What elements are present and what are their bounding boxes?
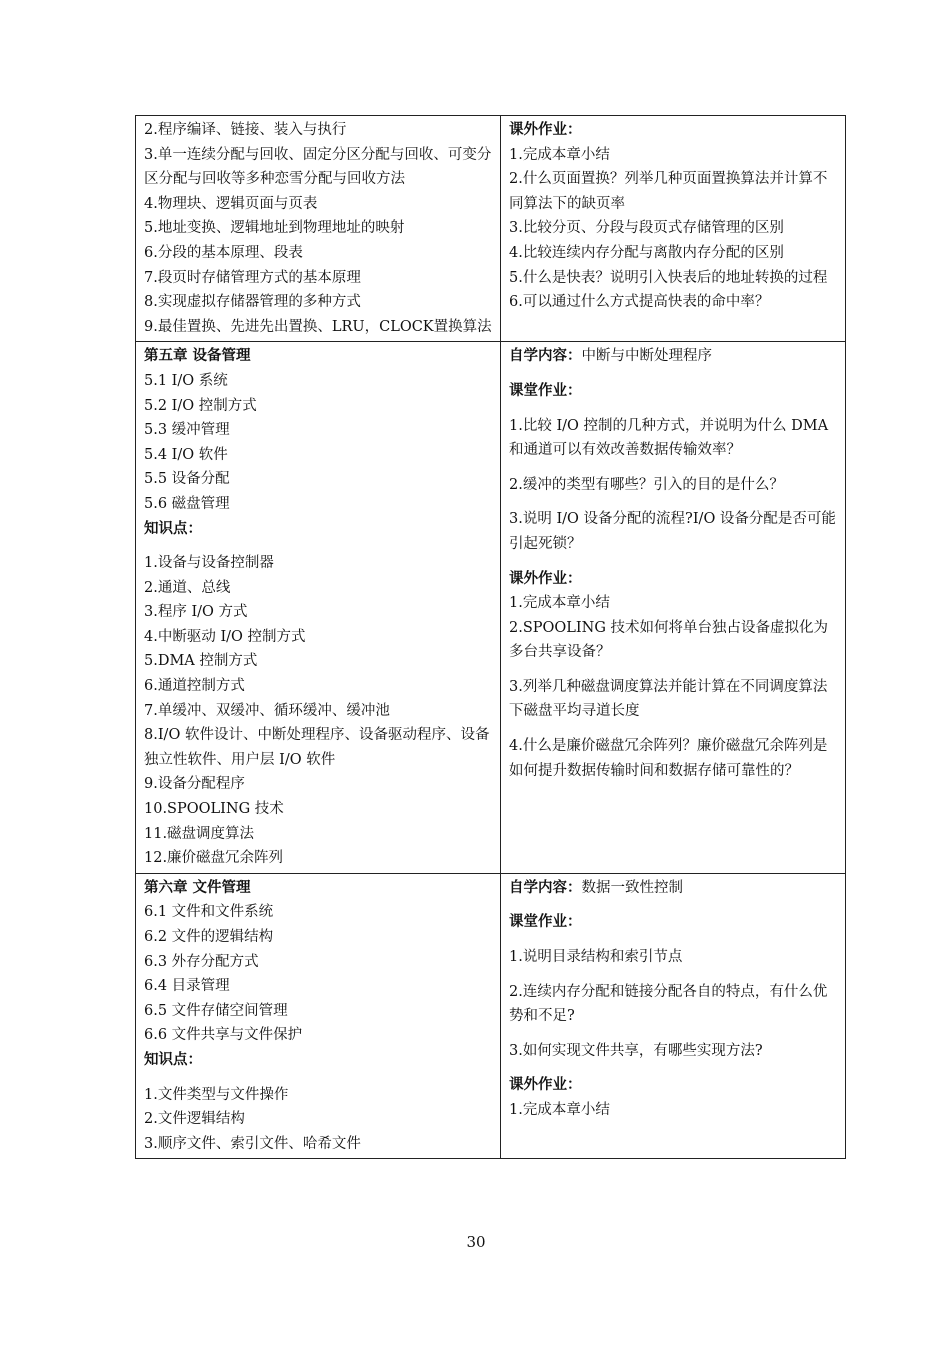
item-text: 课外作业： [509, 569, 582, 587]
section-heading [509, 910, 837, 935]
list-item [144, 467, 492, 492]
item-text: 3.列举几种磁盘调度算法并能计算在不同调度算法下磁盘平均寻道长度 [509, 678, 828, 720]
section-heading [144, 517, 492, 542]
list-item [509, 216, 837, 241]
spacer [144, 541, 492, 551]
list-item [509, 241, 837, 266]
list-item [144, 625, 492, 650]
list-item [144, 950, 492, 975]
item-text: 6.4 目录管理 [144, 978, 230, 995]
item-text: 9.设备分配程序 [144, 776, 245, 793]
list-item [144, 143, 492, 192]
item-tail-text: 数据一致性控制 [581, 879, 683, 896]
list-item [144, 290, 492, 315]
item-tail-text: 中断与中断处理程序 [581, 348, 712, 365]
item-text: 2.程序编译、链接、装入与执行 [144, 122, 347, 138]
list-item [144, 772, 492, 797]
syllabus-table [135, 115, 846, 1159]
item-text: 5.5 设备分配 [144, 471, 230, 488]
item-text: 2.连续内存分配和链接分配各自的特点，有什么优势和不足? [509, 983, 828, 1025]
list-item [509, 266, 837, 291]
list-item [144, 822, 492, 847]
list-item [144, 266, 492, 291]
list-item [509, 507, 837, 556]
item-text: 5.地址变换、逻辑地址到物理地址的映射 [144, 220, 405, 237]
item-text: 自学内容： [509, 347, 582, 365]
topics-cell [136, 873, 501, 1159]
item-text: 1.完成本章小结 [509, 1101, 610, 1118]
list-item [509, 143, 837, 168]
item-text: 1.完成本章小结 [509, 595, 610, 612]
item-text: 6.分段的基本原理、段表 [144, 244, 303, 261]
list-item [509, 616, 837, 665]
item-text: 9.最佳置换、先进先出置换、LRU，CLOCK置换算法 [144, 318, 492, 335]
item-text: 5.6 磁盘管理 [144, 495, 230, 512]
item-text: 4.比较连续内存分配与离散内存分配的区别 [509, 244, 784, 261]
spacer [509, 665, 837, 675]
spacer [509, 463, 837, 473]
item-text: 课堂作业： [509, 913, 582, 931]
list-item [144, 974, 492, 999]
item-text: 2.通道、总线 [144, 579, 231, 596]
list-item [144, 1132, 492, 1157]
list-item [509, 734, 837, 783]
item-text: 2.SPOOLING 技术如何将单台独占设备虚拟化为多台共享设备？ [509, 619, 829, 661]
section-heading [509, 118, 837, 143]
section-heading [509, 567, 837, 592]
item-text: 4.中断驱动 I/O 控制方式 [144, 628, 306, 645]
spacer [509, 1029, 837, 1039]
item-text: 3.顺序文件、索引文件、哈希文件 [144, 1135, 361, 1152]
item-text: 12.廉价磁盘冗余阵列 [144, 850, 284, 867]
list-item [509, 473, 837, 498]
item-text: 3.程序 I/O 方式 [144, 604, 248, 621]
list-item [509, 980, 837, 1029]
item-text: 7.段页时存储管理方式的基本原理 [144, 269, 361, 286]
list-item [144, 999, 492, 1024]
list-item [509, 1098, 837, 1123]
list-item [509, 675, 837, 724]
item-text: 3.说明 I/O 设备分配的流程?I/O 设备分配是否可能引起死锁？ [509, 511, 836, 552]
spacer [509, 1063, 837, 1073]
list-item [144, 369, 492, 394]
item-text: 第五章 设备管理 [144, 347, 251, 365]
item-text: 11.磁盘调度算法 [144, 825, 255, 842]
item-text: 2.缓冲的类型有哪些？引入的目的是什么？ [509, 476, 784, 493]
item-text: 6.通道控制方式 [144, 678, 245, 695]
assignments-cell [501, 873, 846, 1159]
item-text: 1.说明目录结构和索引节点 [509, 949, 683, 965]
item-text: 6.3 外存分配方式 [144, 953, 259, 970]
item-text: 课堂作业： [509, 381, 582, 399]
item-text: 5.3 缓冲管理 [144, 422, 230, 439]
item-text: 1.完成本章小结 [509, 146, 610, 163]
list-item [509, 945, 837, 970]
list-item [144, 846, 492, 871]
list-item [509, 1039, 837, 1064]
list-item [509, 167, 837, 216]
item-text: 1.设备与设备控制器 [144, 555, 274, 572]
table-row [136, 116, 846, 342]
list-item [144, 723, 492, 772]
item-text: 5.什么是快表？说明引入快表后的地址转换的过程 [509, 269, 828, 286]
assignments-cell [501, 342, 846, 873]
list-item [509, 414, 837, 463]
item-text: 10.SPOOLING 技术 [144, 801, 284, 818]
list-item [144, 551, 492, 576]
item-text: 6.1 文件和文件系统 [144, 904, 274, 921]
spacer [144, 1073, 492, 1083]
list-item [144, 192, 492, 217]
item-text: 2.什么页面置换？列举几种页面置换算法并计算不同算法下的缺页率 [509, 171, 828, 212]
item-text: 6.2 文件的逻辑结构 [144, 929, 274, 945]
section-heading [509, 379, 837, 404]
spacer [509, 724, 837, 734]
item-text: 第六章 文件管理 [144, 878, 251, 896]
list-item [144, 797, 492, 822]
section-heading [509, 344, 837, 369]
spacer [509, 900, 837, 910]
item-text: 3.单一连续分配与回收、固定分区分配与回收、可变分区分配与回收等多种恋雪分配与回收方法 [144, 146, 492, 188]
item-text: 1.文件类型与文件操作 [144, 1086, 289, 1103]
spacer [509, 970, 837, 980]
section-heading [509, 876, 837, 901]
list-item [144, 118, 492, 143]
item-text: 3.比较分页、分段与段页式存储管理的区别 [509, 220, 784, 237]
item-text: 课外作业： [509, 121, 582, 138]
page-number: 30 [466, 1233, 486, 1251]
item-text: 课外作业： [509, 1076, 582, 1094]
list-item [144, 1083, 492, 1108]
list-item [144, 216, 492, 241]
topics-cell [136, 342, 501, 873]
list-item [144, 443, 492, 468]
spacer [509, 404, 837, 414]
item-text: 知识点： [144, 519, 202, 537]
spacer [509, 557, 837, 567]
section-heading [144, 876, 492, 901]
item-text: 8.I/O 软件设计、中断处理程序、设备驱动程序、设备独立性软件、用户层 I/O 软件 [144, 727, 490, 768]
list-item [144, 699, 492, 724]
item-text: 8.实现虚拟存储器管理的多种方式 [144, 294, 361, 311]
topics-cell [136, 116, 501, 342]
item-text: 7.单缓冲、双缓冲、循环缓冲、缓冲池 [144, 702, 390, 719]
item-text: 5.2 I/O 控制方式 [144, 397, 257, 414]
section-heading [144, 344, 492, 369]
list-item [144, 674, 492, 699]
list-item [144, 418, 492, 443]
item-text: 知识点： [144, 1050, 202, 1068]
spacer [509, 497, 837, 507]
section-heading [509, 1073, 837, 1098]
list-item [144, 900, 492, 925]
item-text: 5.DMA 控制方式 [144, 653, 258, 670]
list-item [144, 1023, 492, 1048]
list-item [144, 315, 492, 340]
item-text: 自学内容： [509, 878, 582, 896]
item-text: 4.物理块、逻辑页面与页表 [144, 195, 318, 212]
spacer [509, 369, 837, 379]
item-text: 3.如何实现文件共享，有哪些实现方法? [509, 1042, 763, 1059]
item-text: 5.4 I/O 软件 [144, 446, 228, 463]
list-item [144, 1107, 492, 1132]
item-text: 6.6 文件共享与文件保护 [144, 1027, 303, 1044]
list-item [509, 591, 837, 616]
assignments-cell [501, 116, 846, 342]
list-item [509, 290, 837, 315]
item-text: 6.可以通过什么方式提高快表的命中率？ [509, 294, 770, 311]
table-row [136, 873, 846, 1159]
item-text: 2.文件逻辑结构 [144, 1111, 245, 1128]
list-item [144, 576, 492, 601]
list-item [144, 394, 492, 419]
item-text: 1.比较 I/O 控制的几种方式，并说明为什么 DMA 和通道可以有效改善数据传输效率？ [509, 417, 829, 459]
item-text: 4.什么是廉价磁盘冗余阵列？廉价磁盘冗余阵列是如何提升数据传输时间和数据存储可靠性的？ [509, 738, 828, 779]
item-text: 5.1 I/O 系统 [144, 372, 228, 389]
item-text: 6.5 文件存储空间管理 [144, 1002, 288, 1019]
list-item [144, 600, 492, 625]
list-item [144, 649, 492, 674]
spacer [509, 935, 837, 945]
list-item [144, 241, 492, 266]
section-heading [144, 1048, 492, 1073]
list-item [144, 925, 492, 950]
table-row [136, 342, 846, 873]
list-item [144, 492, 492, 517]
